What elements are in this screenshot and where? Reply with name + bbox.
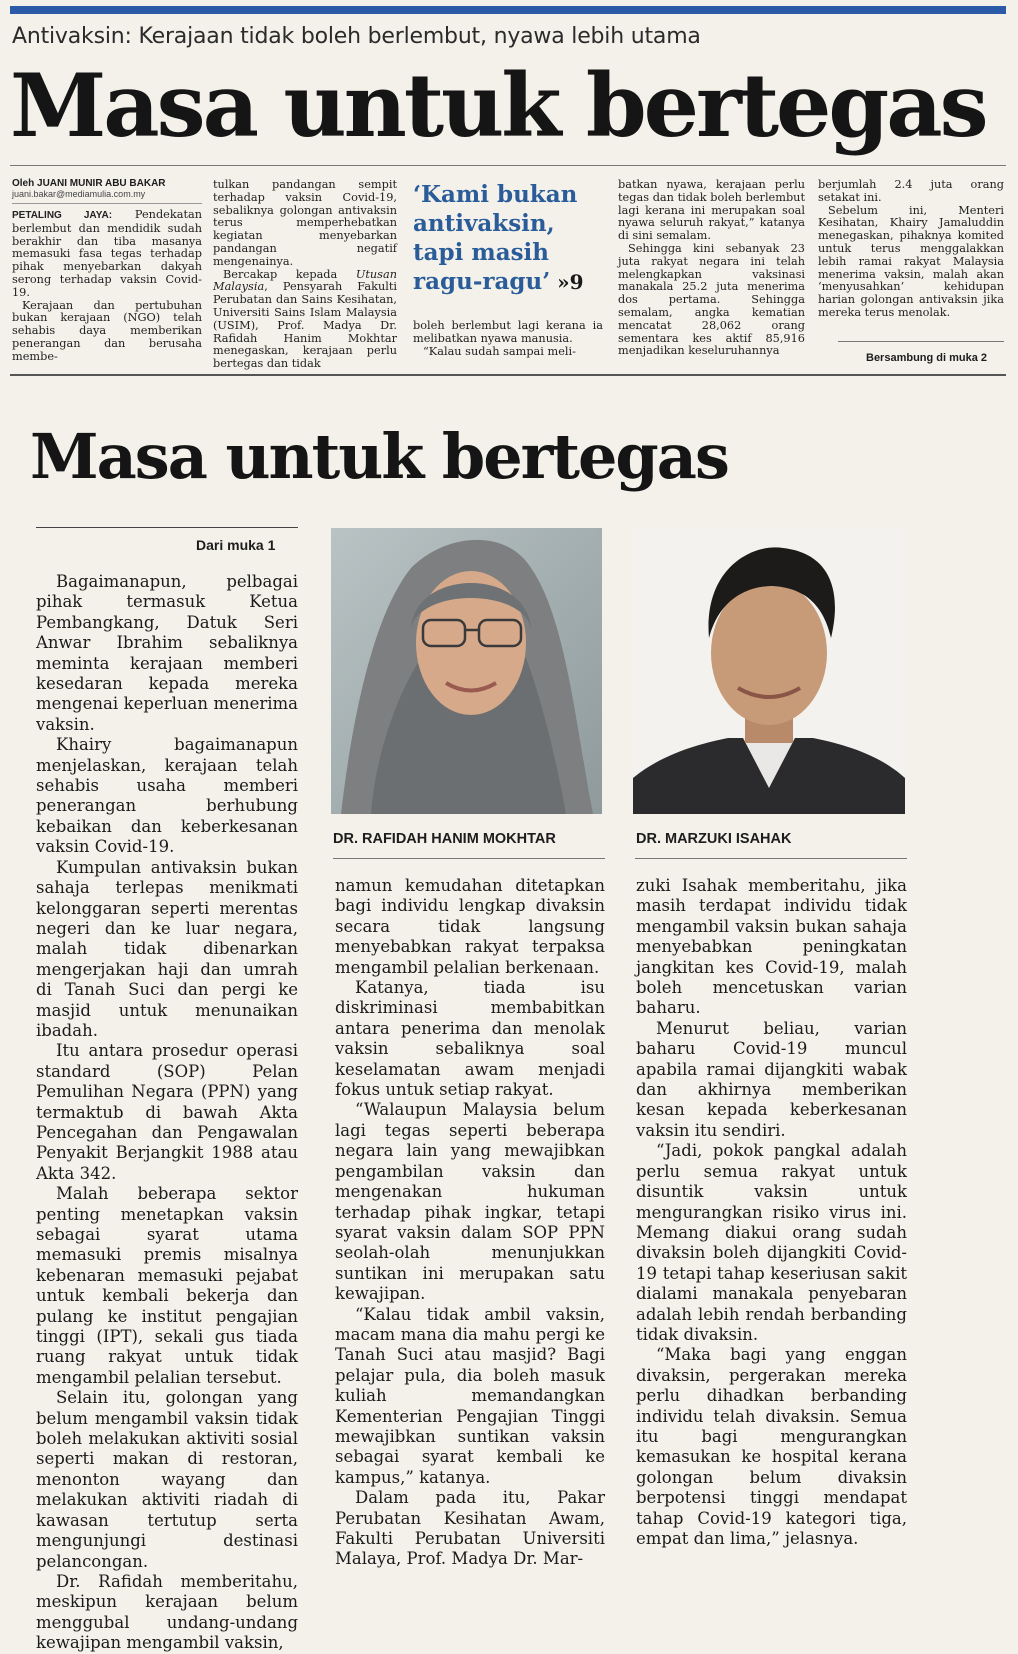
dateline: PETALING JAYA: — [12, 210, 113, 221]
caption-rule-2 — [635, 858, 907, 859]
pull-quote-text: ‘Kami bukan antivaksin, tapi masih ragu-ragu’ — [413, 181, 578, 295]
paragraph: Kerajaan dan pertubuhan bukan kerajaan (NGO) telah sehabis daya memberikan penerangan dan berusaha membe- — [12, 298, 202, 363]
continued-on-page[interactable]: Bersambung di muka 2 — [866, 352, 988, 364]
inside-headline: Masa untuk bertegas — [30, 420, 728, 493]
photo-rafidah-hanim-mokhtar — [331, 528, 602, 814]
byline: Oleh JUANI MUNIR ABU BAKAR — [12, 178, 166, 189]
front-column-3 — [413, 320, 603, 358]
paragraph: Katanya, tiada isu diskriminasi membabitkan antara penerima dan menolak vaksin sebaliknya soal keselamatan awam menjadi fokus untuk setiap rakyat. — [335, 978, 605, 1100]
paragraph: Bagaimanapun, pelbagai pihak termasuk Ketua Pembangkang, Datuk Seri Anwar Ibrahim sebaliknya meminta kerajaan memberi kesedaran kepada mereka mengenai keperluan menerima vaksin. — [36, 572, 298, 734]
paragraph: Itu antara prosedur operasi standard (SOP) Pelan Pemulihan Negara (PPN) yang termaktub di bawah Akta Pencegahan dan Pengawalan Penyakit Berjangkit 1988 atau Akta 342. — [36, 1041, 298, 1183]
front-column-5 — [818, 179, 1004, 320]
top-color-bar — [10, 6, 1006, 14]
text-span: , Pensyarah Fakulti Perubatan dan Sains Kesihatan, Universiti Sains Islam Malaysia (USIM), Prof. Madya Dr. Rafidah Hanim Mokhtar menegaskan, kerajaan perlu bertegas dan tidak — [213, 280, 397, 371]
inside-column-3 — [636, 876, 907, 1549]
front-column-1 — [12, 178, 202, 364]
from-page: Dari muka 1 — [196, 537, 276, 553]
from-page-rule — [36, 527, 298, 528]
inside-column-1 — [36, 572, 298, 1654]
paragraph: Kumpulan antivaksin bukan sahaja terlepas menikmati kelonggaran seperti merentas negeri dan ke luar negara, malah tidak dibenarkan mengerjakan haji dan umrah di Tanah Suci dan pergi ke masjid untuk menunaikan ibadah. — [36, 857, 298, 1040]
paragraph: “Jadi, pokok pangkal adalah perlu semua rakyat untuk disuntik vaksin untuk mengurangkan risiko virus ini. Memang diakui orang sudah divaksin boleh dijangkiti Covid-19 tetapi tahap keseriusan sakit dialami manakala penyebaran adalah lebih rendah berbanding tidak divaksin. — [636, 1141, 907, 1344]
photo-caption-2: DR. MARZUKI ISAHAK — [636, 831, 792, 847]
paragraph: berjumlah 2.4 juta orang setakat ini. — [818, 178, 1004, 204]
section-divider — [10, 374, 1006, 376]
inside-column-2 — [335, 876, 605, 1570]
byline-rule — [12, 203, 202, 204]
paragraph: Menurut beliau, varian baharu Covid-19 muncul apabila ramai dijangkiti wabak dan akhirnya memberikan kesan kepada keberkesanan vaksin itu sendiri. — [636, 1018, 907, 1140]
paragraph: “Maka bagi yang enggan divaksin, pergerakan mereka perlu dihadkan berbanding individu telah divaksin. Semua itu bagi mengurangkan kemasukan ke hospital kerana golongan belum divaksin berpotensi tinggi mendapat tahap Covid-19 kategori tiga, empat dan lima,” jelasnya. — [636, 1345, 907, 1548]
paragraph: boleh berlembut lagi kerana ia melibatkan nyawa manusia. — [413, 319, 603, 345]
paragraph: “Walaupun Malaysia belum lagi tegas seperti beberapa negara lain yang mewajibkan pengambilan vaksin dan mengenakan hukuman terhadap pihak ingkar, tetapi syarat vaksin dalam SOP PPN seolah-olah menunjukkan suntikan ini merupakan satu kewajipan. — [335, 1100, 605, 1304]
paragraph: “Kalau sudah sampai meli- — [423, 344, 576, 358]
paragraph: zuki Isahak memberitahu, jika masih terdapat individu tidak mengambil vaksin bukan sahaja menyebabkan peningkatan jangkitan kes Covid-19, malah boleh mencetuskan varian baharu. — [636, 876, 907, 1018]
publication-name: Utusan Malaysia — [213, 267, 397, 294]
main-headline: Masa untuk bertegas — [10, 54, 986, 157]
paragraph: namun kemudahan ditetapkan bagi individu lengkap divaksin secara tidak langsung menyebabkan rakyat terpaksa mengambil pelalian berkenaan. — [335, 876, 605, 977]
paragraph: Sebelum ini, Menteri Kesihatan, Khairy Jamaluddin menegaskan, pihaknya komited untuk terus menggalakkan lebih ramai rakyat Malaysia menerima vaksin, malah akan ‘menyusahkan’ kehidupan harian golongan antivaksin jika mereka terus menolak. — [818, 203, 1004, 319]
photo-marzuki-isahak — [633, 528, 905, 814]
kicker: Antivaksin: Kerajaan tidak boleh berlembut, nyawa lebih utama — [12, 24, 701, 49]
page-reference: »9 — [550, 270, 584, 294]
photo-caption-1: DR. RAFIDAH HANIM MOKHTAR — [333, 831, 556, 847]
paragraph: tulkan pandangan sempit terhadap vaksin Covid-19, sebaliknya golongan antivaksin terus memperhebatkan kegiatan menyebarkan pandangan negatif mengenainya. — [213, 178, 397, 268]
paragraph — [213, 269, 397, 371]
headline-rule — [10, 165, 1006, 166]
author-email: juani.bakar@mediamulia.com.my — [12, 189, 146, 199]
paragraph: Selain itu, golongan yang belum mengambil vaksin tidak boleh melakukan aktiviti sosial seperti makan di restoran, menonton wayang dan melakukan aktiviti riadah di kawasan tertutup serta mengunjungi destinasi pelancongan. — [36, 1388, 298, 1571]
paragraph: batkan nyawa, kerajaan perlu tegas dan tidak boleh berlembut lagi kerana ini merupakan soal nyawa seluruh rakyat,” katanya di sini semalam. — [618, 178, 805, 243]
front-column-4 — [618, 179, 805, 358]
text-span: Bercakap kepada — [223, 267, 356, 281]
paragraph: Dr. Rafidah memberitahu, meskipun kerajaan belum menggubal undang-undang kewajipan mengambil vaksin, — [36, 1571, 298, 1653]
front-column-1-text — [12, 209, 202, 364]
paragraph: Dalam pada itu, Pakar Perubatan Kesihatan Awam, Fakulti Perubatan Universiti Malaya, Prof. Madya Dr. Mar- — [335, 1488, 605, 1569]
pull-quote[interactable] — [413, 180, 603, 297]
continued-rule — [838, 341, 1004, 342]
caption-rule-1 — [333, 858, 605, 859]
paragraph: Pendekatan berlembut dan mendidik sudah berakhir dan tiba masanya memasuki fasa tegas terhadap pihak menyebarkan dakyah serong terhadap vaksin Covid-19. — [12, 208, 202, 299]
portrait-illustration — [331, 528, 602, 814]
front-column-2 — [213, 179, 397, 371]
paragraph: Khairy bagaimanapun menjelaskan, kerajaan telah sehabis usaha memberi penerangan berhubung kebaikan dan keberkesanan vaksin Covid-19. — [36, 735, 298, 857]
paragraph: Malah beberapa sektor penting menetapkan vaksin sebagai syarat utama memasuki premis misalnya kebenaran memasuki pejabat untuk kembali bekerja dan pulang ke institut pengajian tinggi (IPT), sekali gus tiada ruang rakyat untuk tidak mengambil pelalian tersebut. — [36, 1184, 298, 1387]
paragraph: “Kalau tidak ambil vaksin, macam mana dia mahu pergi ke Tanah Suci atau masjid? Bagi pelajar pula, dia boleh masuk kuliah memandangkan Kementerian Pengajian Tinggi mewajibkan suntikan vaksin sebagai syarat kembali ke kampus,” katanya. — [335, 1304, 605, 1487]
portrait-illustration — [633, 528, 905, 814]
paragraph: Sehingga kini sebanyak 23 juta rakyat negara ini telah melengkapkan vaksinasi manakala 25.2 juta menerima dos pertama. Sehingga semalam, angka kematian mencatat 28,062 orang sementara kes aktif 85,916 menjadikan keseluruhannya — [618, 241, 805, 358]
